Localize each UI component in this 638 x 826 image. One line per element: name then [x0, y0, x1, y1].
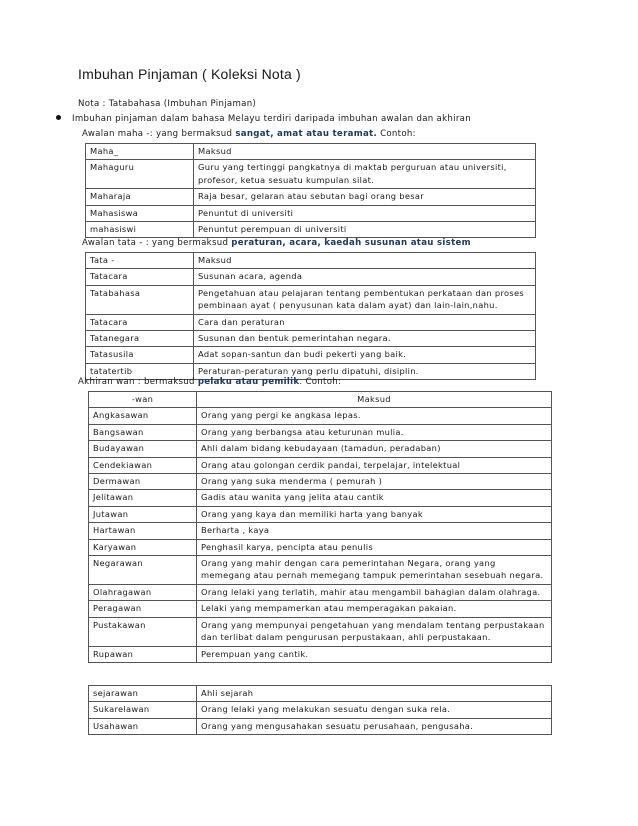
table-row: [89, 686, 552, 702]
intro-text: Contoh:: [377, 129, 416, 139]
term-cell: Tatanegara: [86, 331, 194, 347]
meaning-cell: Penghasil karya, pencipta atau penulis: [197, 539, 552, 555]
section-maha-intro: [82, 129, 416, 139]
term-cell: Bangsawan: [89, 424, 197, 440]
term-cell: Maharaja: [86, 189, 194, 205]
meaning-cell: Ahli dalam bidang kebudayaan (tamadun, peradaban): [197, 441, 552, 457]
table-row: [89, 556, 552, 585]
meaning-cell: Orang lelaki yang terlatih, mahir atau mengambil bahagian dalam olahraga.: [197, 584, 552, 600]
section-wan-intro: [78, 377, 341, 387]
meaning-cell: Adat sopan-santun dan budi pekerti yang baik.: [194, 347, 536, 363]
meaning-cell: Orang yang pergi ke angkasa lepas.: [197, 408, 552, 424]
term-cell: Hartawan: [89, 523, 197, 539]
term-cell: Tatabahasa: [86, 285, 194, 314]
intro-text: Awalan maha -: yang bermaksud: [82, 129, 236, 139]
header-meaning: Maksud: [194, 144, 536, 160]
term-cell: Mahasiswa: [86, 205, 194, 221]
intro-text: Awalan tata - : yang bermaksud: [82, 238, 232, 248]
term-cell: Peragawan: [89, 601, 197, 617]
meaning-cell: Gadis atau wanita yang jelita atau cantik: [197, 490, 552, 506]
term-cell: tatatertib: [86, 363, 194, 379]
table-row: [89, 617, 552, 646]
meaning-cell: Orang yang suka menderma ( pemurah ): [197, 474, 552, 490]
meaning-cell: Ahli sejarah: [197, 686, 552, 702]
term-cell: Negarawan: [89, 556, 197, 585]
table-tata: [85, 252, 536, 380]
meaning-cell: Penuntut perempuan di universiti: [194, 222, 536, 238]
table-row: [86, 205, 536, 221]
header-meaning: Maksud: [194, 253, 536, 269]
table-row: [86, 331, 536, 347]
intro-keyword: pelaku atau pemilik: [197, 377, 300, 387]
meaning-cell: Perempuan yang cantik.: [197, 646, 552, 662]
table-row: [86, 269, 536, 285]
term-cell: Angkasawan: [89, 408, 197, 424]
table-row: [89, 523, 552, 539]
table-row: [86, 160, 536, 189]
meaning-cell: Lelaki yang mempamerkan atau memperagakan pakaian.: [197, 601, 552, 617]
meaning-cell: Peraturan-peraturan yang perlu dipatuhi, disiplin.: [194, 363, 536, 379]
table-row: [89, 441, 552, 457]
term-cell: Rupawan: [89, 646, 197, 662]
term-cell: Tatasusila: [86, 347, 194, 363]
document-title: Imbuhan Pinjaman ( Koleksi Nota ): [78, 66, 301, 82]
table-header-row: [86, 144, 536, 160]
term-cell: Tatacara: [86, 314, 194, 330]
meaning-cell: Orang atau golongan cerdik pandai, terpelajar, intelektual: [197, 457, 552, 473]
table-row: [89, 702, 552, 718]
table-maha: [85, 143, 536, 238]
table-row: [89, 474, 552, 490]
table-row: [89, 539, 552, 555]
header-meaning: Maksud: [197, 392, 552, 408]
table-row: [89, 408, 552, 424]
term-cell: Budayawan: [89, 441, 197, 457]
meaning-cell: Cara dan peraturan: [194, 314, 536, 330]
table-row: [89, 457, 552, 473]
meaning-cell: Penuntut di universiti: [194, 205, 536, 221]
table-row: [89, 490, 552, 506]
meaning-cell: Susunan dan bentuk pemerintahan negara.: [194, 331, 536, 347]
meaning-cell: Orang yang mahir dengan cara pemerintahan Negara, orang yang memegang atau pernah memegang tampuk pemerintahan sesebuah negara.: [197, 556, 552, 585]
meaning-cell: Guru yang tertinggi pangkatnya di maktab perguruan atau universiti, profesor, ketua sesuatu kumpulan silat.: [194, 160, 536, 189]
table-header-row: [86, 253, 536, 269]
bullet-item: [56, 114, 471, 124]
note-line: Nota : Tatabahasa (Imbuhan Pinjaman): [78, 99, 257, 109]
table-row: [86, 222, 536, 238]
meaning-cell: Orang yang mempunyai pengetahuan yang mendalam tentang perpustakaan dan terlibat dalam pengurusan perpustakaan, ahli perpustakaan.: [197, 617, 552, 646]
meaning-cell: Raja besar, gelaran atau sebutan bagi orang besar: [194, 189, 536, 205]
term-cell: sejarawan: [89, 686, 197, 702]
header-term: -wan: [89, 392, 197, 408]
term-cell: Karyawan: [89, 539, 197, 555]
table-row: [86, 285, 536, 314]
table-row: [89, 424, 552, 440]
term-cell: Pustakawan: [89, 617, 197, 646]
term-cell: Sukarelawan: [89, 702, 197, 718]
intro-keyword: peraturan, acara, kaedah susunan atau sistem: [231, 238, 471, 248]
table-wan-continued: [88, 685, 552, 735]
intro-text: Akhiran wan : bermaksud: [78, 377, 198, 387]
bullet-text: Imbuhan pinjaman dalam bahasa Melayu terdiri daripada imbuhan awalan dan akhiran: [72, 114, 471, 124]
table-row: [89, 601, 552, 617]
table-row: [89, 584, 552, 600]
term-cell: Cendekiawan: [89, 457, 197, 473]
meaning-cell: Pengetahuan atau pelajaran tentang pembentukan perkataan dan proses pembinaan ayat ( penyusunan kata dalam ayat) dan lain-lain,nahu.: [194, 285, 536, 314]
meaning-cell: Orang yang mengusahakan sesuatu perusahaan, pengusaha.: [197, 718, 552, 734]
section-tata-intro: [82, 238, 471, 248]
meaning-cell: Orang yang kaya dan memiliki harta yang banyak: [197, 506, 552, 522]
term-cell: mahasiswi: [86, 222, 194, 238]
table-row: [89, 506, 552, 522]
term-cell: Jutawan: [89, 506, 197, 522]
meaning-cell: Susunan acara, agenda: [194, 269, 536, 285]
table-row: [86, 189, 536, 205]
table-row: [89, 718, 552, 734]
term-cell: Jelitawan: [89, 490, 197, 506]
term-cell: Mahaguru: [86, 160, 194, 189]
term-cell: Tatacara: [86, 269, 194, 285]
header-term: Tata -: [86, 253, 194, 269]
table-row: [86, 314, 536, 330]
table-wan: [88, 391, 552, 663]
bullet-icon: [56, 115, 61, 120]
intro-text: . Contoh:: [299, 377, 342, 387]
meaning-cell: Orang lelaki yang melakukan sesuatu dengan suka rela.: [197, 702, 552, 718]
table-row: [89, 646, 552, 662]
header-term: Maha_: [86, 144, 194, 160]
term-cell: Olahragawan: [89, 584, 197, 600]
meaning-cell: Orang yang berbangsa atau keturunan mulia.: [197, 424, 552, 440]
table-row: [86, 347, 536, 363]
intro-keyword: sangat, amat atau teramat.: [235, 129, 378, 139]
term-cell: Usahawan: [89, 718, 197, 734]
term-cell: Dermawan: [89, 474, 197, 490]
meaning-cell: Berharta , kaya: [197, 523, 552, 539]
table-header-row: [89, 392, 552, 408]
